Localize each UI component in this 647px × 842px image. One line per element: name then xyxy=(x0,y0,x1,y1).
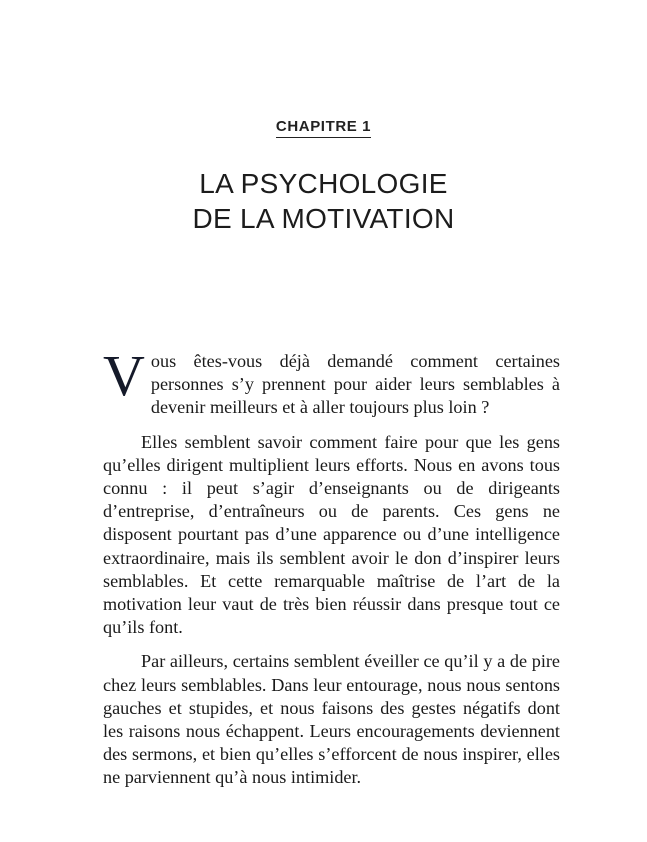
paragraph-3: Par ailleurs, certains semblent éveiller ce qu’il y a de pire chez leurs semblables. Dans leur entourage, nous nous sentons gauches et stupides, et nous faisons des gestes négatifs dont les raisons nous échappent. Leurs encouragements deviennent des sermons, et bien qu’elles s’efforcent de nous inspirer, elles ne parviennent qu’à nous intimider. xyxy=(103,651,560,788)
chapter-number: CHAPITRE 1 xyxy=(276,118,371,138)
chapter-label xyxy=(0,118,647,136)
paragraph-1 xyxy=(103,343,560,420)
paragraph-2: Elles semblent savoir comment faire pour que les gens qu’elles dirigent multiplient leurs efforts. Nous en avons tous connu : il peut s’agir d’enseignants ou de dirigeants d’entreprise, d’entraîneurs ou de parents. Ces gens ne disposent pourtant pas d’une apparence ou d’une intelligence extraordinaire, mais ils semblent avoir le don d’inspirer leurs semblables. Et cette remarquable maîtrise de l’art de la motivation leur vaut de très bien réussir dans presque tout ce qu’ils font. xyxy=(103,431,560,638)
chapter-title-line-2: DE LA MOTIVATION xyxy=(192,203,455,234)
chapter-title-line-1: LA PSYCHOLOGIE xyxy=(199,168,448,199)
chapter-title xyxy=(0,166,647,236)
drop-cap: V xyxy=(103,343,145,408)
paragraph-1-text: ous êtes-vous déjà demandé comment certaines personnes s’y prennent pour aider leurs semblables à devenir meilleurs et à aller toujours plus loin ? xyxy=(150,351,560,418)
chapter-body xyxy=(103,343,560,801)
